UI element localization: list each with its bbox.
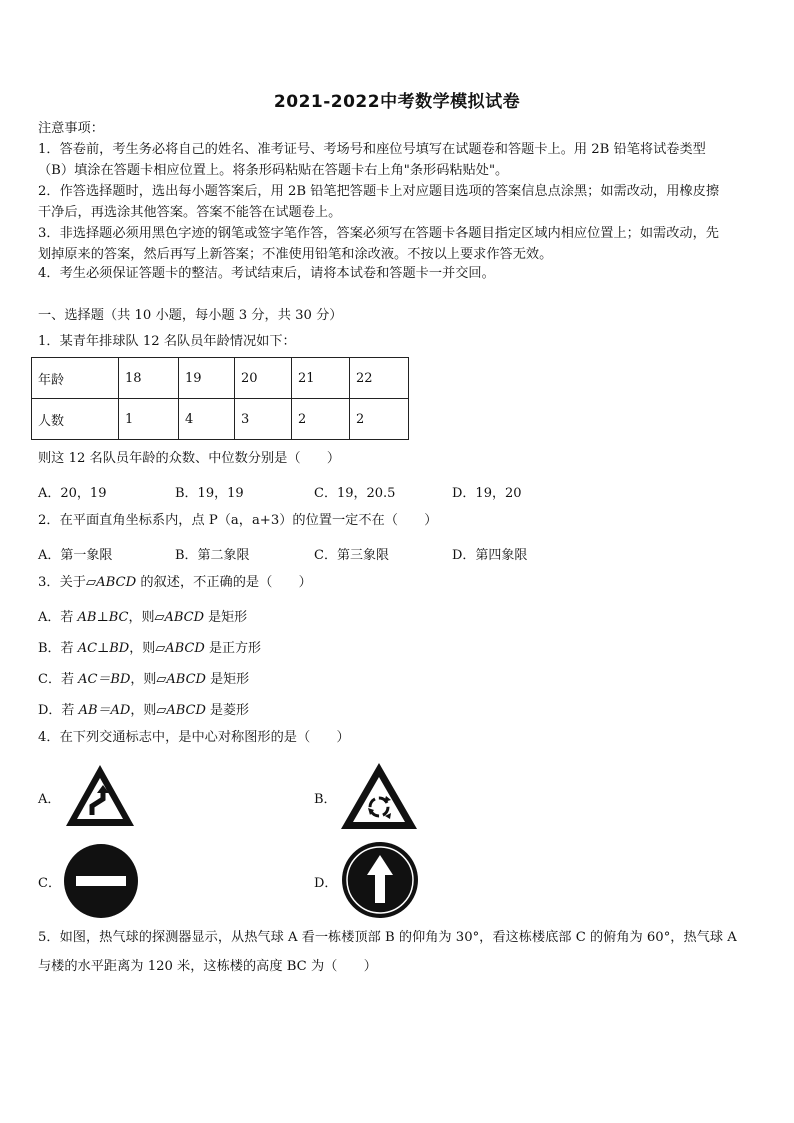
- question-4-stem: 4．在下列交通标志中，是中心对称图形的是（ ）: [38, 730, 350, 745]
- table-cell: 4: [179, 399, 235, 440]
- q2-option-d[interactable]: D．第四象限: [452, 548, 528, 563]
- option-prefix: A．若: [38, 610, 78, 625]
- q2-option-a[interactable]: A．第一象限: [38, 548, 113, 563]
- option-conclusion: 是矩形: [204, 610, 248, 625]
- table-cell: 18: [119, 358, 179, 399]
- question-3-stem: [38, 575, 312, 591]
- notice-line-2: （B）填涂在答题卡相应位置上。将条形码粘贴在答题卡右上角"条形码粘贴处"。: [38, 163, 509, 178]
- option-condition: AC⊥BD: [77, 641, 130, 656]
- table-row: [32, 399, 409, 440]
- option-mid: ，则: [128, 610, 155, 625]
- notice-line-4: 干净后，再选涂其他答案。答案不能答在试题卷上。: [38, 205, 342, 220]
- option-prefix: D．若: [38, 703, 79, 718]
- option-condition: AB⊥BC: [77, 610, 129, 625]
- table-cell: 2: [292, 399, 350, 440]
- page-title: 2021-2022中考数学模拟试卷: [273, 92, 521, 112]
- table-row: [32, 358, 409, 399]
- table-cell: 2: [350, 399, 409, 440]
- notice-line-3: 2．作答选择题时，选出每小题答案后，用 2B 铅笔把答题卡上对应题目选项的答案信息点涂黑；如需改动，用橡皮擦: [38, 184, 720, 199]
- option-mid: ，则: [129, 641, 156, 656]
- table-cell: 19: [179, 358, 235, 399]
- q2-option-b[interactable]: B．第二象限: [175, 548, 250, 563]
- section-heading: 一、选择题（共 10 小题，每小题 3 分，共 30 分）: [38, 308, 343, 323]
- table-cell: 21: [292, 358, 350, 399]
- option-prefix: B．若: [38, 641, 78, 656]
- q1-option-b[interactable]: B．19，19: [175, 486, 244, 501]
- notice-line-5: 3．非选择题必须用黑色字迹的钢笔或签字笔作答，答案必须写在答题卡各题目指定区域内相应位置上；如需改动，先: [38, 226, 719, 241]
- q4-option-a-label[interactable]: A．: [38, 792, 61, 807]
- option-figure: ▱ABCD: [156, 703, 206, 718]
- table-cell: 3: [235, 399, 292, 440]
- q3-stem-pre: 3．关于: [38, 575, 86, 590]
- table-cell: 20: [235, 358, 292, 399]
- age-table: [31, 357, 409, 440]
- no-entry-sign-icon[interactable]: [63, 843, 139, 919]
- question-2-stem: 2．在平面直角坐标系内，点 P（a，a+3）的位置一定不在（ ）: [38, 513, 438, 528]
- notice-line-1: 1．答卷前，考生务必将自己的姓名、准考证号、考场号和座位号填写在试题卷和答题卡上。用 2B 铅笔将试卷类型: [38, 142, 706, 157]
- q1-option-a[interactable]: A．20，19: [38, 486, 107, 501]
- double-curve-warning-sign-icon[interactable]: [63, 762, 137, 830]
- q3-option-a[interactable]: [38, 606, 247, 625]
- table-cell: 年龄: [32, 358, 119, 399]
- q3-stem-post: 的叙述，不正确的是（ ）: [136, 575, 312, 590]
- q4-option-d-label[interactable]: D．: [314, 876, 338, 891]
- notice-line-7: 4．考生必须保证答题卡的整洁。考试结束后，请将本试卷和答题卡一并交回。: [38, 266, 495, 281]
- q1-option-c[interactable]: C．19，20.5: [314, 486, 396, 501]
- table-cell: 1: [119, 399, 179, 440]
- notice-line-6: 划掉原来的答案，然后再写上新答案；不准使用铅笔和涂改液。不按以上要求作答无效。: [38, 247, 553, 262]
- question-5-line-1: 5．如图，热气球的探测器显示，从热气球 A 看一栋楼顶部 B 的仰角为 30°，看这栋楼底部 C 的俯角为 60°，热气球 A: [38, 930, 737, 945]
- notice-heading: 注意事项：: [38, 121, 104, 136]
- option-mid: ，则: [130, 703, 157, 718]
- option-conclusion: 是正方形: [204, 641, 261, 656]
- option-conclusion: 是矩形: [205, 672, 250, 687]
- q3-stem-figure: ▱ABCD: [85, 575, 137, 590]
- q3-option-c[interactable]: [38, 668, 249, 687]
- option-figure: ▱ABCD: [154, 610, 205, 625]
- q2-option-c[interactable]: C．第三象限: [314, 548, 389, 563]
- option-condition: AC＝BD: [78, 672, 131, 687]
- option-prefix: C．若: [38, 672, 79, 687]
- option-mid: ，则: [130, 672, 157, 687]
- option-figure: ▱ABCD: [155, 641, 205, 656]
- question-5-line-2: 与楼的水平距离为 120 米，这栋楼的高度 BC 为（ ）: [38, 959, 377, 974]
- q4-option-c-label[interactable]: C．: [38, 876, 61, 891]
- q4-option-b-label[interactable]: B．: [314, 792, 337, 807]
- q3-option-b[interactable]: [38, 637, 261, 656]
- option-condition: AB＝AD: [78, 703, 131, 718]
- straight-ahead-sign-icon[interactable]: [341, 841, 419, 919]
- table-cell: 22: [350, 358, 409, 399]
- q1-option-d[interactable]: D．19，20: [452, 486, 522, 501]
- question-1-stem: 1．某青年排球队 12 名队员年龄情况如下：: [38, 334, 296, 349]
- question-1-ask: 则这 12 名队员年龄的众数、中位数分别是（ ）: [38, 451, 341, 466]
- roundabout-warning-sign-icon[interactable]: [338, 760, 420, 832]
- table-cell: 人数: [32, 399, 119, 440]
- option-conclusion: 是菱形: [205, 703, 250, 718]
- option-figure: ▱ABCD: [156, 672, 206, 687]
- q3-option-d[interactable]: [38, 699, 249, 718]
